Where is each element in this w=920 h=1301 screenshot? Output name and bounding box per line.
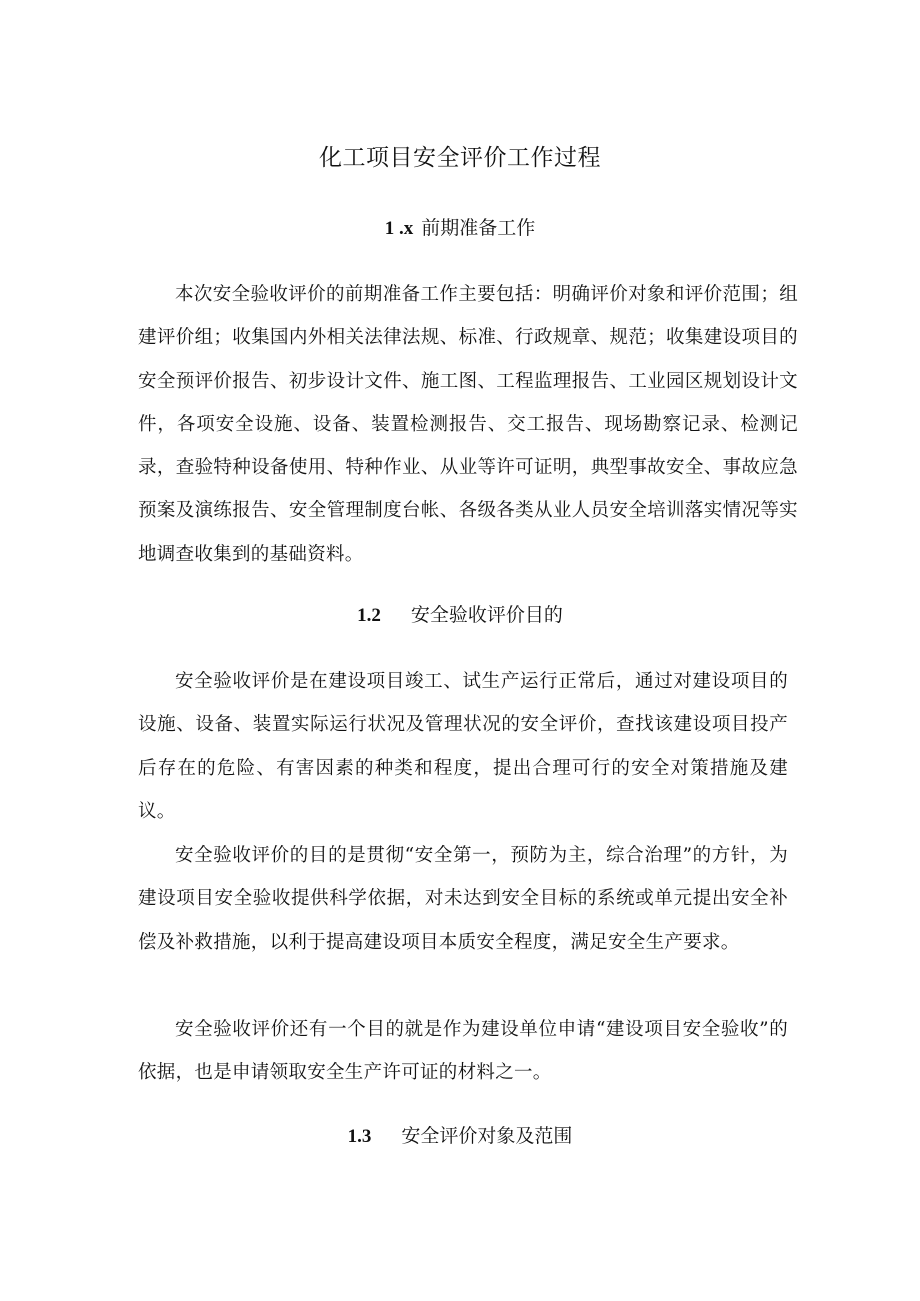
section-heading-1 [0, 214, 920, 243]
section-heading-text: 安全验收评价目的 [410, 604, 563, 626]
section-heading-2 [0, 601, 920, 630]
section-number: 1 .x [384, 218, 414, 239]
paragraph: 安全验收评价还有一个目的就是作为建设单位申请“建设项目安全验收”的依据，也是申请领取安全生产许可证的材料之一。 [138, 1019, 788, 1084]
section-number: 1.3 [347, 1126, 372, 1147]
section-number: 1.2 [357, 605, 381, 626]
section-heading-text: 前期准备工作 [421, 217, 536, 239]
paragraph: 本次安全验收评价的前期准备工作主要包括：明确评价对象和评价范围；组建评价组；收集国内外相关法律法规、标准、行政规章、规范；收集建设项目的安全预评价报告、初步设计文件、施工图、工程监理报告、工业园区规划设计文件，各项安全设施、设备、装置检测报告、交工报告、现场勘察记录、检测记录，查验特种设备使用、特种作业、从业等许可证明，典型事故安全、事故应急预案及演练报告、安全管理制度台帐、各级各类从业人员安全培训落实情况等实地调查收集到的基础资料。 [138, 284, 798, 565]
paragraph: 安全验收评价是在建设项目竣工、试生产运行正常后，通过对建设项目的设施、设备、装置实际运行状况及管理状况的安全评价，查找该建设项目投产后存在的危险、有害因素的种类和程度，提出合理可行的安全对策措施及建议。 [138, 671, 788, 822]
document-title: 化工项目安全评价工作过程 [319, 145, 601, 171]
section-heading-3 [0, 1122, 920, 1151]
section-heading-text: 安全评价对象及范围 [401, 1125, 573, 1147]
paragraph: 安全验收评价的目的是贯彻“安全第一，预防为主，综合治理”的方针，为建设项目安全验收提供科学依据，对未达到安全目标的系统或单元提出安全补偿及补救措施，以利于提高建设项目本质安全程度，满足安全生产要求。 [138, 845, 788, 953]
